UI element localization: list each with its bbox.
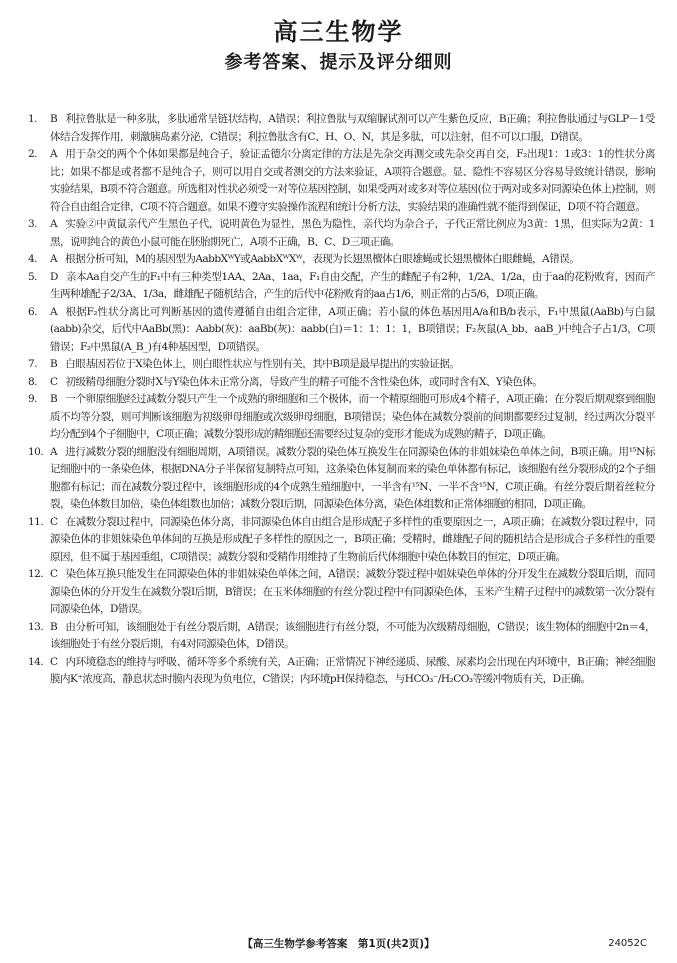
answer-body xyxy=(50,356,655,374)
answer-item xyxy=(28,216,655,251)
answer-number: 5. xyxy=(28,270,38,283)
answer-item xyxy=(28,356,655,374)
answer-key: C xyxy=(50,375,58,388)
answer-explanation: 用于杂交的两个个体如果都是纯合子，验证孟德尔分离定律的方法是先杂交再测交或先杂交再自交，F₂出现1：1或3：1的性状分离比；如果不都是或者都不是纯合子，则可以用自交或者测交的方法来验证，A项符合题意。显、隐性不容易区分容易导致统计错误，影响实验结果，B项不符合题意。所选相对性状必须受一对等位基因控制，如果受两对或多对等位基因(位于两对或多对同源染色体上)控制，则符合自由组合定律，C项不符合题意。如果不遵守实验操作流程和统计分析方法，实验结果的准确性就不能得到保证，D项不符合题意。 xyxy=(50,148,655,213)
answer-key: B xyxy=(50,358,58,370)
answer-key: A xyxy=(50,445,58,458)
answer-key: D xyxy=(50,270,58,283)
answer-explanation: 白眼基因若位于X染色体上，则白眼性状应与性别有关，其中B项是最早提出的实验证据。 xyxy=(65,358,460,370)
answer-key: B xyxy=(50,113,58,125)
answer-explanation: 由分析可知，该细胞处于有丝分裂后期，A错误；该细胞进行有丝分裂，不可能为次级精母细胞，C错误；该生物体的细胞中2n＝4，该细胞处于有丝分裂后期，有4对同源染色体，D错误。 xyxy=(50,620,655,650)
answer-body xyxy=(50,514,655,567)
answer-body xyxy=(50,111,655,146)
answer-item xyxy=(28,111,655,146)
answer-body xyxy=(50,269,655,304)
answer-explanation: 染色体互换只能发生在同源染色体的非姐妹染色单体之间，A错误；减数分裂过程中姐妹染色单体的分开发生在减数分裂Ⅱ后期，而同源染色体的分开发生在减数分裂Ⅰ后期，B错误；在玉米体细胞的有丝分裂过程中有同源染色体，玉米产生精子过程中的减数第一次分裂有同源染色体，D错误。 xyxy=(50,568,655,615)
answer-body xyxy=(50,444,655,514)
answer-key: A xyxy=(50,253,58,265)
answer-body xyxy=(50,216,655,251)
answer-key: A xyxy=(50,218,58,230)
answer-key: A xyxy=(50,305,58,318)
answer-item xyxy=(28,566,655,619)
answer-number: 4. xyxy=(28,253,38,265)
answer-number: 8. xyxy=(28,375,38,388)
page-subtitle: 参考答案、提示及评分细则 xyxy=(224,52,453,73)
answer-item xyxy=(28,654,655,689)
answer-item xyxy=(28,619,655,654)
footer-label: 【高三生物学参考答案 第1页(共2页)】 xyxy=(242,938,435,950)
answer-item xyxy=(28,269,655,304)
answer-explanation: 亲本Aa自交产生的F₁中有三种类型1AA、2Aa、1aa，F₁自由交配，产生的雌配子有2种，1/2A、1/2a，由于aa的花粉败育，因而产生两种雄配子2/3A、1/3a，雌雄配子随机结合，产生的后代中花粉败育的aa占1/6，则正常的占5/6，D项正确。 xyxy=(50,270,655,300)
answer-explanation: 在减数分裂Ⅰ过程中，同源染色体分离，非同源染色体自由组合是形成配子多样性的重要原因之一，A项正确；在减数分裂Ⅰ过程中，同源染色体的非姐妹染色单体间的互换是形成配子多样性的原因之一，B项正确；受精时，雌雄配子间的随机结合是形成合子多样性的重要原因，但不属于基因重组，C项错误；减数分裂和受精作用维持了生物前后代体细胞中染色体数目的恒定，D项正确。 xyxy=(50,515,655,563)
answer-number: 11. xyxy=(28,515,44,528)
answer-key: A xyxy=(50,148,58,160)
answer-number: 6. xyxy=(28,305,38,318)
answer-number: 3. xyxy=(28,218,38,230)
answer-key: C xyxy=(50,568,58,580)
document-code: 24052C xyxy=(608,938,647,949)
answer-item xyxy=(28,374,655,392)
answer-body xyxy=(50,146,655,216)
answer-explanation: 进行减数分裂的细胞没有细胞周期，A项错误。减数分裂的染色体互换发生在同源染色体的非姐妹染色单体之间，B项正确。用¹⁵N标记细胞中的一条染色体，根据DNA分子半保留复制特点可知，这条染色体复制而来的染色单体都有标记，该细胞有丝分裂形成的2个子细胞都有标记；而在减数分裂过程中，该细胞形成的4个成熟生殖细胞中，一半含有¹⁵N、一半不含¹⁵N，C项正确。有丝分裂后期着丝粒分裂，染色体数目加倍，染色体组数也加倍；减数分裂Ⅰ后期，同源染色体分离，染色体组数和正常体细胞的相同，D项正确。 xyxy=(50,445,655,510)
answer-explanation: 初级精母细胞分裂时X与Y染色体未正常分离，导致产生的精子可能不含性染色体，或同时含有X、Y染色体。 xyxy=(65,375,543,388)
answer-key: C xyxy=(50,515,58,528)
answer-key: B xyxy=(50,393,58,405)
answer-number: 14. xyxy=(28,655,44,668)
answer-item xyxy=(28,146,655,216)
answer-explanation: 内环境稳态的维持与呼吸、循环等多个系统有关，A正确；正常情况下神经递质、尿酸、尿素均会出现在内环境中，B正确；神经细胞膜内K⁺浓度高，静息状态时膜内表现为负电位，C错误；内环境pH保持稳态，与HCO₃⁻/H₂CO₃等缓冲物质有关，D正确。 xyxy=(50,655,655,685)
answer-explanation: 根据分析可知，M的基因型为AabbXᵂY或AabbXᵂXᵂ，表现为长翅黑檀体白眼雄蝇或长翅黑檀体白眼雌蝇，A错误。 xyxy=(65,253,580,265)
answer-number: 9. xyxy=(28,393,38,405)
answer-item xyxy=(28,304,655,357)
answer-body xyxy=(50,619,655,654)
page-title: 高三生物学 xyxy=(273,18,404,46)
answer-number: 10. xyxy=(28,445,44,458)
answer-item xyxy=(28,444,655,514)
answer-item xyxy=(28,251,655,269)
answer-number: 1. xyxy=(28,113,38,125)
answer-list xyxy=(28,111,655,689)
answer-body xyxy=(50,566,655,619)
answer-explanation: 利拉鲁肽是一种多肽，多肽通常呈链状结构，A错误；利拉鲁肽与双缩脲试剂可以产生紫色反应，B正确；利拉鲁肽通过与GLP－1受体结合发挥作用，刺激胰岛素分泌，C错误；利拉鲁肽含有C、H、O、N，其是多肽，可以注射，但不可以口服，D错误。 xyxy=(50,113,655,143)
answer-explanation: 实验②中黄鼠亲代产生黑色子代，说明黄色为显性，黑色为隐性，亲代均为杂合子，子代正常比例应为3黄：1黑，但实际为2黄：1黑，说明纯合的黄色小鼠可能在胚胎期死亡，A项不正确，B、C、D三项正确。 xyxy=(50,218,655,248)
answer-item xyxy=(28,391,655,444)
answer-key: B xyxy=(50,620,58,633)
answer-item xyxy=(28,514,655,567)
answer-number: 7. xyxy=(28,358,38,370)
answer-number: 13. xyxy=(28,620,44,633)
answer-body xyxy=(50,374,655,392)
answer-number: 2. xyxy=(28,148,38,160)
answer-body xyxy=(50,304,655,357)
answer-body xyxy=(50,251,655,269)
answer-key: C xyxy=(50,655,58,668)
answer-explanation: 一个卵原细胞经过减数分裂只产生一个成熟的卵细胞和三个极体，而一个精原细胞可形成4个精子，A项正确；在分裂后期观察到细胞质不均等分裂，则可判断该细胞为初级卵母细胞或次级卵母细胞，B项错误；染色体在减数分裂前的间期都要经过复制，经过两次分裂平均分配到4个子细胞中，C项正确；减数分裂形成的精细胞还需要经过复杂的变形才能成为成熟的精子，D项正确。 xyxy=(50,393,655,440)
answer-body xyxy=(50,654,655,689)
answer-explanation: 根据F₂性状分离比可判断基因的遗传遵循自由组合定律，A项正确；若小鼠的体色基因用A/a和B/b表示，F₁中黑鼠(AaBb)与白鼠(aabb)杂交，后代中AaBb(黑)：Aabb(灰)：aaBb(灰)：aabb(白)＝1：1：1：1，B项错误；F₂灰鼠(A_bb、aaB_)中纯合子占1/3，C项错误；F₂中黑鼠(A_B_)有4种基因型，D项错误。 xyxy=(50,305,655,353)
answer-number: 12. xyxy=(28,568,44,580)
answer-body xyxy=(50,391,655,444)
